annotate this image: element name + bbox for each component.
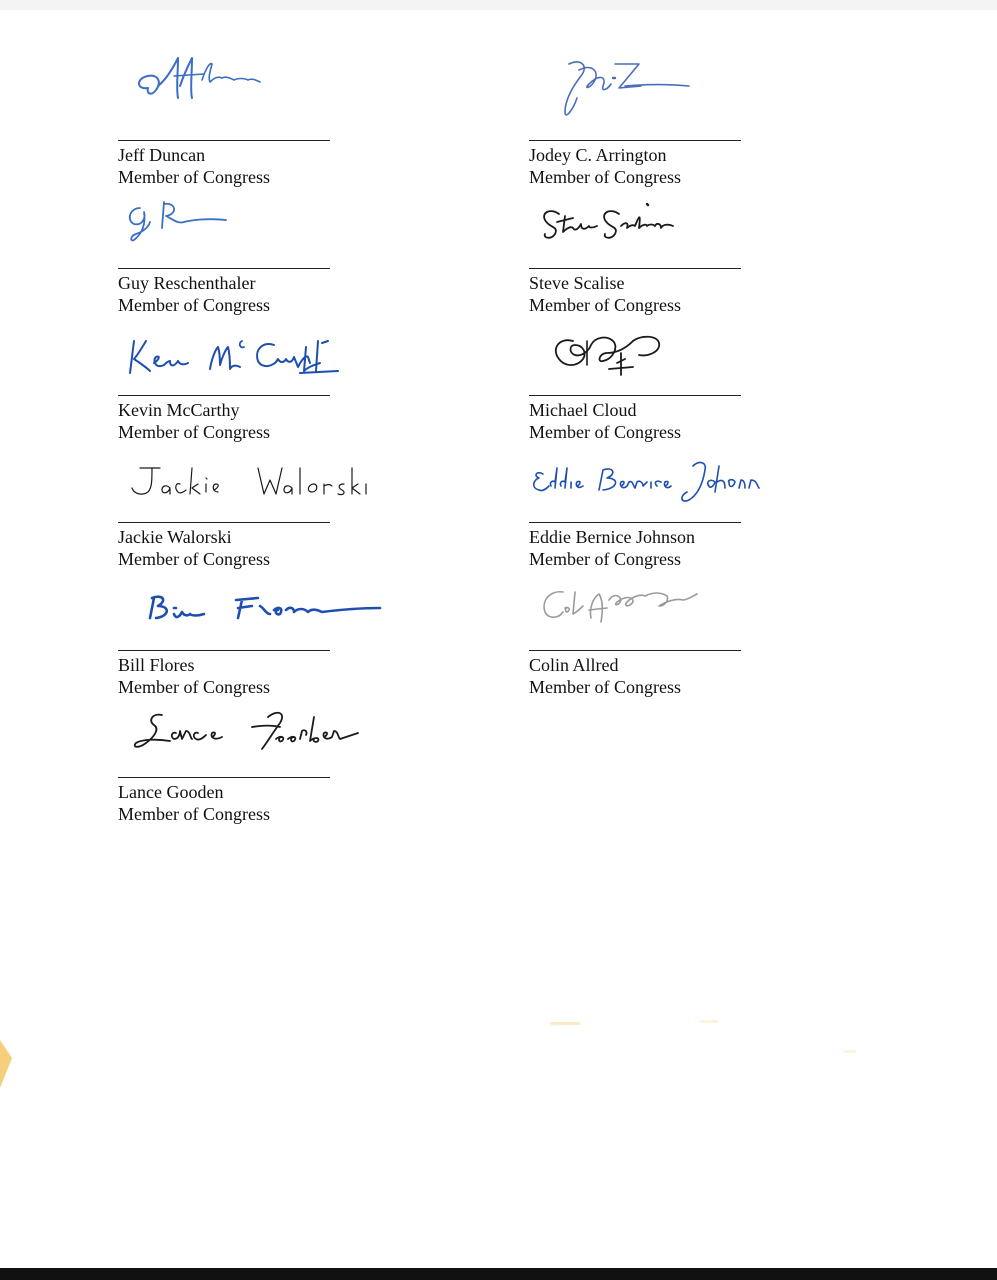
signatory-title: Member of Congress bbox=[529, 549, 681, 569]
signature-line bbox=[118, 522, 330, 523]
signature-colin-allred bbox=[529, 578, 709, 638]
signature-line bbox=[118, 268, 330, 269]
signatory-name: Jackie Walorski bbox=[118, 527, 232, 547]
signature-bill-flores bbox=[118, 586, 388, 636]
signatory-title: Member of Congress bbox=[118, 422, 270, 442]
signatory-name: Bill Flores bbox=[118, 655, 195, 675]
signatory-name: Lance Gooden bbox=[118, 782, 224, 802]
signature-lance-gooden bbox=[118, 703, 388, 763]
signature-eddie-bernice-johnson bbox=[529, 452, 769, 512]
signatory-name: Jodey C. Arrington bbox=[529, 145, 667, 165]
signatory-name: Michael Cloud bbox=[529, 400, 637, 420]
signature-michael-cloud bbox=[529, 323, 709, 383]
bottom-edge-bar bbox=[0, 1268, 997, 1280]
signature-line bbox=[529, 650, 741, 651]
signature-line bbox=[529, 522, 741, 523]
signatory-title: Member of Congress bbox=[529, 677, 681, 697]
signature-steve-scalise bbox=[529, 198, 709, 248]
signature-line bbox=[529, 395, 741, 396]
signature-kevin-mccarthy bbox=[118, 327, 348, 387]
top-edge bbox=[0, 0, 997, 10]
signatory-name: Colin Allred bbox=[529, 655, 619, 675]
signatory-title: Member of Congress bbox=[529, 422, 681, 442]
signatory-title: Member of Congress bbox=[118, 549, 270, 569]
signatory-title: Member of Congress bbox=[529, 295, 681, 315]
edge-highlight-mark bbox=[0, 1040, 12, 1088]
signature-line bbox=[529, 268, 741, 269]
signature-jodey-arrington bbox=[529, 50, 709, 120]
signatory-name: Guy Reschenthaler bbox=[118, 273, 256, 293]
signatory-title: Member of Congress bbox=[529, 167, 681, 187]
signature-line bbox=[118, 777, 330, 778]
signatory-name: Jeff Duncan bbox=[118, 145, 206, 165]
signature-jackie-walorski bbox=[118, 458, 378, 508]
paper-smudge bbox=[550, 1022, 580, 1025]
signature-line bbox=[118, 395, 330, 396]
signatory-name: Steve Scalise bbox=[529, 273, 625, 293]
paper-smudge bbox=[700, 1020, 718, 1023]
signature-line bbox=[529, 140, 741, 141]
signature-jeff-duncan bbox=[118, 48, 278, 108]
signature-line bbox=[118, 140, 330, 141]
signatory-name: Kevin McCarthy bbox=[118, 400, 240, 420]
signatory-name: Eddie Bernice Johnson bbox=[529, 527, 695, 547]
signature-line bbox=[118, 650, 330, 651]
signatory-title: Member of Congress bbox=[118, 804, 270, 824]
paper-smudge bbox=[844, 1050, 856, 1053]
signature-guy-reschenthaler bbox=[118, 194, 258, 244]
signatory-title: Member of Congress bbox=[118, 167, 270, 187]
signatory-title: Member of Congress bbox=[118, 677, 270, 697]
signatory-title: Member of Congress bbox=[118, 295, 270, 315]
